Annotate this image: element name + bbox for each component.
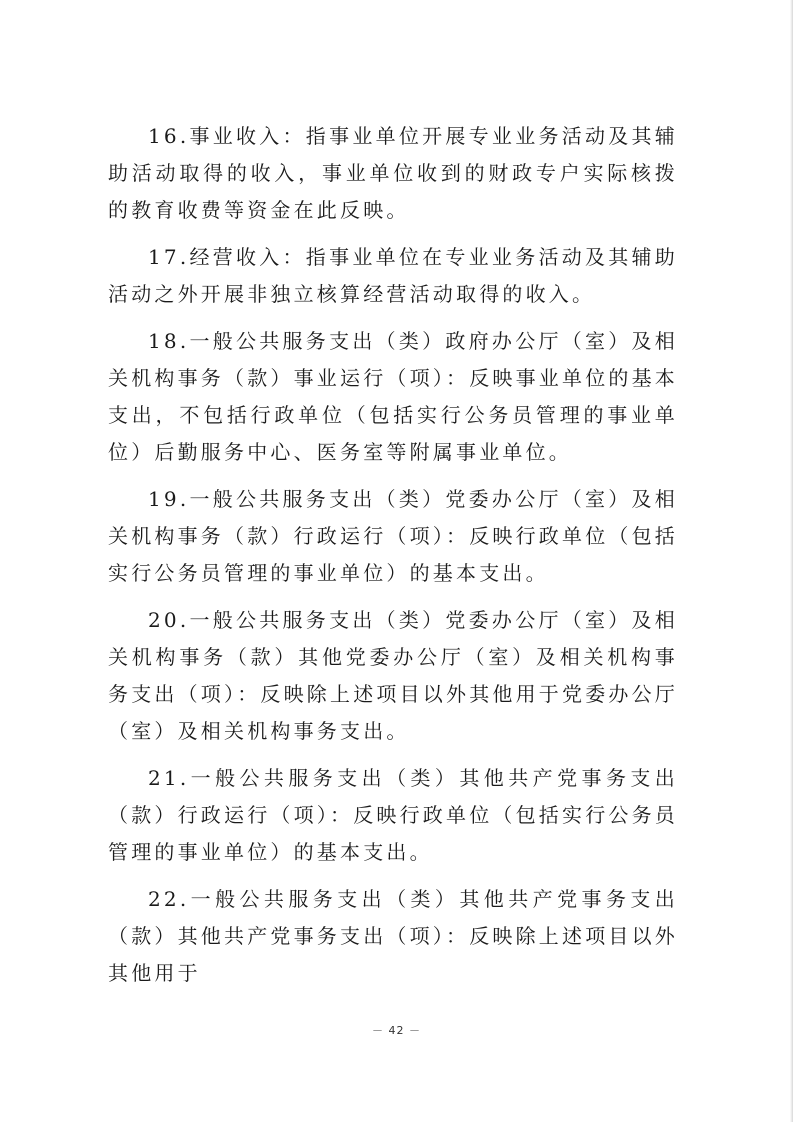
paragraph-item-17: 17.经营收入：指事业单位在专业业务活动及其辅助活动之外开展非独立核算经营活动取得的收入。 — [108, 245, 678, 306]
paragraph-item-20: 20.一般公共服务支出（类）党委办公厅（室）及相关机构事务（款）其他党委办公厅（室）及相关机构事务支出（项）：反映除上述项目以外其他用于党委办公厅（室）及相关机构事务支出。 — [108, 608, 678, 743]
paragraph-item-21: 21.一般公共服务支出（类）其他共产党事务支出（款）行政运行（项）：反映行政单位（包括实行公务员管理的事业单位）的基本支出。 — [108, 766, 678, 864]
page-number: － 42 － — [372, 1024, 421, 1037]
paragraph-item-22: 22.一般公共服务支出（类）其他共产党事务支出（款）其他共产党事务支出（项）：反映除上述项目以外其他用于 — [108, 887, 678, 985]
paragraph-item-18: 18.一般公共服务支出（类）政府办公厅（室）及相关机构事务（款）事业运行（项）：反映事业单位的基本支出，不包括行政单位（包括实行公务员管理的事业单位）后勤服务中心、医务室等附属事业单位。 — [108, 329, 678, 464]
document-body — [108, 118, 678, 1002]
paragraph-item-16: 16.事业收入：指事业单位开展专业业务活动及其辅助活动取得的收入，事业单位收到的财政专户实际核拨的教育收费等资金在此反映。 — [108, 124, 678, 222]
paragraph-item-19: 19.一般公共服务支出（类）党委办公厅（室）及相关机构事务（款）行政运行（项）：反映行政单位（包括实行公务员管理的事业单位）的基本支出。 — [108, 487, 678, 585]
